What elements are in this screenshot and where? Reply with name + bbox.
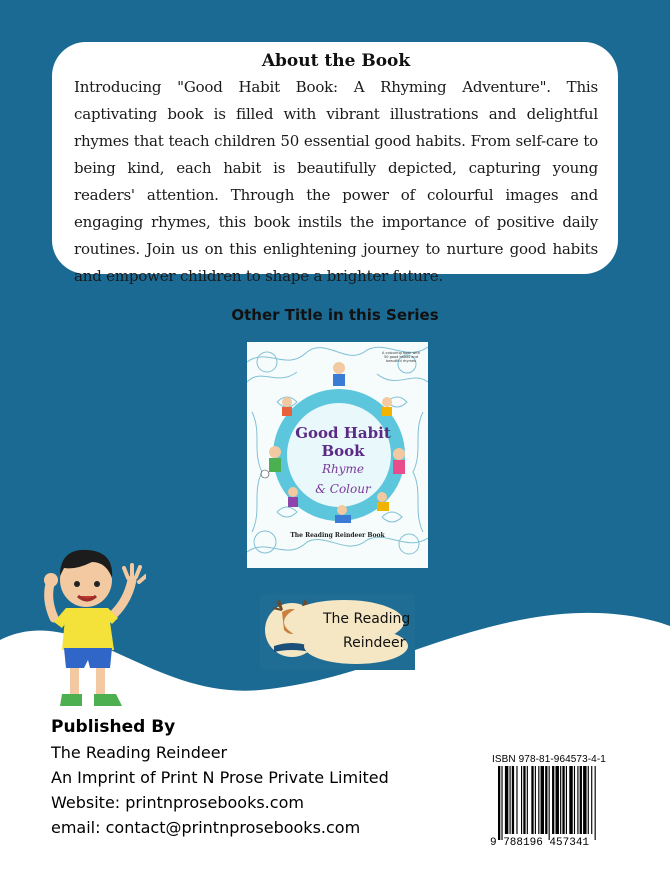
cover-badge: A colouring book with 50 good habits and beautiful rhymes xyxy=(382,351,420,363)
about-card xyxy=(52,42,618,285)
barcode-bar xyxy=(566,766,567,834)
waving-boy-illustration xyxy=(36,540,146,715)
barcode-bar xyxy=(545,766,547,834)
barcode-bar xyxy=(574,766,575,834)
barcode-digits: 9 788196 457341 xyxy=(490,837,590,849)
about-description: Introducing "Good Habit Book: A Rhyming Adventure". This captivating book is filled with vibrant illustrations and delightful rhymes that teach children 50 essential good habits. From self-care to being kind, each habit is beautifully depicted, capturing young readers' attention. Through the power of colourful images and engaging rhymes, this book instils the importance of positive daily routines. Join us on this enlightening journey to nurture good habits and empower children to shape a brighter future. xyxy=(74,78,598,285)
publisher-logo xyxy=(260,594,415,670)
barcode-bar xyxy=(538,766,539,834)
publisher-info xyxy=(51,715,389,840)
barcode-bar xyxy=(521,766,522,834)
isbn-label: ISBN 978-81-964573-4-1 xyxy=(492,754,606,765)
publisher-name: The Reading Reindeer xyxy=(51,743,228,762)
barcode-bar xyxy=(549,766,550,840)
publisher-email: email: contact@printnprosebooks.com xyxy=(51,818,361,837)
barcode-bar xyxy=(501,766,502,840)
logo-text-line2: Reindeer xyxy=(343,635,406,651)
reindeer-icon xyxy=(260,594,415,670)
barcode-bar xyxy=(541,766,544,834)
barcode-bar xyxy=(569,766,572,834)
about-title: About the Book xyxy=(261,51,411,71)
cover-subtitle-line2: & Colour xyxy=(315,482,371,496)
barcode-bar xyxy=(505,766,508,834)
barcode-bar xyxy=(556,766,559,834)
barcode-bar xyxy=(562,766,564,834)
barcode-bar xyxy=(580,766,582,834)
barcode-bar xyxy=(588,766,589,834)
cover-subtitle-line1: Rhyme xyxy=(321,462,365,476)
published-by-heading: Published By xyxy=(51,717,176,737)
barcode-bar xyxy=(523,766,525,834)
logo-text-line1: The Reading xyxy=(323,611,411,627)
barcode-bar xyxy=(552,766,554,834)
series-book-cover xyxy=(247,342,428,568)
barcode-bar xyxy=(498,766,500,840)
barcode-bar xyxy=(527,766,528,834)
isbn-barcode xyxy=(496,766,642,842)
barcode-bar xyxy=(591,766,592,834)
barcode-bar xyxy=(510,766,511,834)
barcode-bar xyxy=(512,766,514,834)
cover-footer: The Reading Reindeer Book xyxy=(290,532,385,539)
publisher-website: Website: printnprosebooks.com xyxy=(51,793,304,812)
cover-title-line1: Good Habit xyxy=(295,424,391,442)
barcode-bar xyxy=(577,766,578,834)
publisher-imprint: An Imprint of Print N Prose Private Limited xyxy=(51,768,389,787)
barcode-bar xyxy=(535,766,536,834)
barcode-bar xyxy=(560,766,561,834)
barcode-bar xyxy=(516,766,517,834)
series-heading: Other Title in this Series xyxy=(231,306,439,324)
barcode-bar xyxy=(583,766,586,834)
barcode-bar xyxy=(531,766,533,834)
barcode-bar xyxy=(595,766,596,840)
cover-title-line2: Book xyxy=(321,442,365,460)
